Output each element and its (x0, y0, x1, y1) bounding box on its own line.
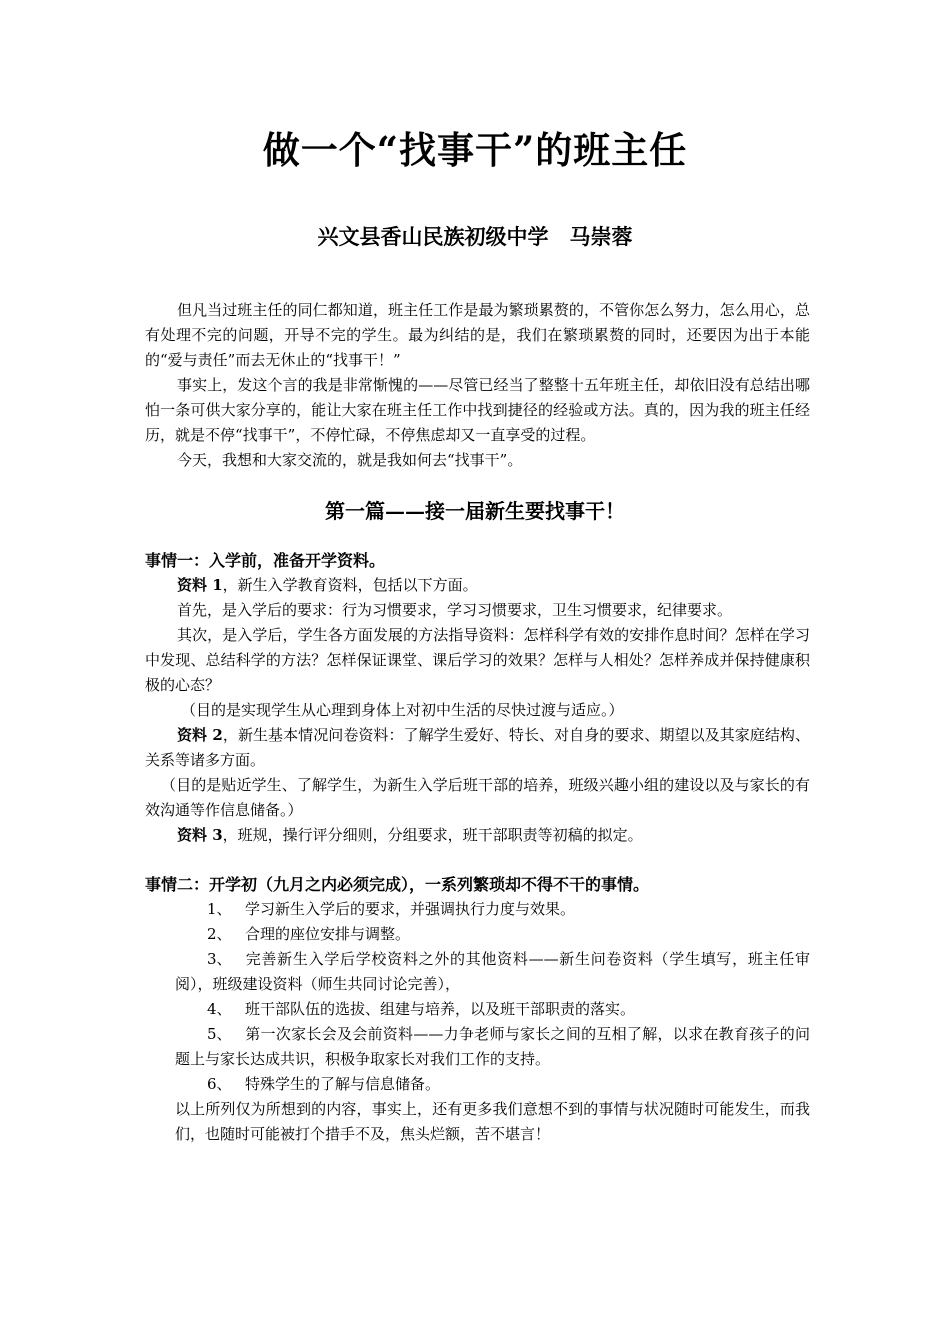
event-1-title: 事情一：入学前，准备开学资料。 (145, 551, 386, 570)
list-item (145, 947, 810, 997)
material-1-text: ，新生入学教育资料，包括以下方面。 (222, 576, 478, 594)
list-item (145, 897, 810, 922)
material-3-paragraph (145, 823, 810, 848)
list-item-text: 班干部队伍的选拔、组建与培养，以及班干部职责的落实。 (245, 1000, 636, 1018)
list-item-text: 特殊学生的了解与信息储备。 (245, 1075, 441, 1093)
material-2-label: 资料 2 (177, 726, 223, 744)
list-item-number: 6、 (207, 1075, 232, 1093)
purpose-2-paragraph: （目的是贴近学生、了解学生，为新生入学后班干部的培养，班级兴趣小组的建设以及与家长的有效沟通等作信息储备。） (145, 776, 810, 819)
material-2-paragraph (145, 723, 810, 773)
list-item (145, 997, 810, 1022)
list-item-text: 学习新生入学后的要求，并强调执行力度与效果。 (245, 900, 576, 918)
guidance-paragraph: 其次，是入学后，学生各方面发展的方法指导资料：怎样科学有效的安排作息时间？怎样在学习中发现、总结科学的方法？怎样保证课堂、课后学习的效果？怎样与人相处？怎样养成并保持健康积极的心态？ (145, 626, 810, 694)
material-3-label: 资料 3 (177, 826, 223, 844)
material-1-label: 资料 1 (177, 576, 223, 594)
intro-paragraph-1: 但凡当过班主任的同仁都知道，班主任工作是最为繁琐累赘的，不管你怎么努力，怎么用心，总有处理不完的问题，开导不完的学生。最为纠结的是，我们在繁琐累赘的同时，还要因为出于本能的“爱与责任”而去无休止的“找事干！” (145, 301, 810, 369)
material-2-text: ，新生基本情况问卷资料：了解学生爱好、特长、对自身的要求、期望以及其家庭结构、关系等诸多方面。 (145, 726, 810, 769)
list-item-number: 5、 (207, 1025, 232, 1043)
purpose-1-paragraph: （目的是实现学生从心理到身体上对初中生活的尽快过渡与适应。） (181, 701, 624, 719)
list-item (145, 922, 810, 947)
list-item-number: 1、 (207, 900, 232, 918)
requirements-paragraph: 首先，是入学后的要求：行为习惯要求，学习习惯要求，卫生习惯要求，纪律要求。 (177, 601, 733, 619)
list-item (145, 1072, 810, 1097)
author-line: 兴文县香山民族初级中学 马崇蓉 (317, 224, 633, 249)
list-item-text: 合理的座位安排与调整。 (245, 925, 411, 943)
event-2-title: 事情二：开学初（九月之内必须完成），一系列繁琐却不得不干的事情。 (145, 875, 650, 894)
material-3-text: ，班规，操行评分细则，分组要求，班干部职责等初稿的拟定。 (222, 826, 643, 844)
event-1-body (145, 573, 810, 848)
summary-paragraph: 以上所列仅为所想到的内容，事实上，还有更多我们意想不到的事情与状况随时可能发生，而我们，也随时可能被打个措手不及，焦头烂额，苦不堪言！ (175, 1100, 810, 1143)
list-item (145, 1022, 810, 1072)
list-item-text: 第一次家长会及会前资料——力争老师与家长之间的互相了解，以求在教育孩子的问题上与家长达成共识，积极争取家长对我们工作的支持。 (175, 1025, 810, 1068)
section-1-title: 第一篇——接一届新生要找事干！ (325, 499, 625, 523)
list-item-text: 完善新生入学后学校资料之外的其他资料——新生问卷资料（学生填写，班主任审阅），班级建设资料（师生共同讨论完善）， (175, 950, 810, 993)
event-2-body (145, 897, 810, 1147)
intro-paragraph-3: 今天，我想和大家交流的，就是我如何去“找事干”。 (177, 451, 523, 469)
intro-paragraph-2: 事实上，发这个言的我是非常惭愧的——尽管已经当了整整十五年班主任，却依旧没有总结出哪怕一条可供大家分享的，能让大家在班主任工作中找到捷径的经验或方法。真的，因为我的班主任经历，就是不停“找事干”，不停忙碌，不停焦虑却又一直享受的过程。 (145, 376, 810, 444)
list-item-number: 3、 (207, 950, 232, 968)
intro-block (145, 298, 810, 473)
material-1-paragraph (145, 573, 810, 598)
list-item-number: 4、 (207, 1000, 232, 1018)
list-item-number: 2、 (207, 925, 232, 943)
document-title: 做一个“找事干”的班主任 (262, 128, 688, 172)
